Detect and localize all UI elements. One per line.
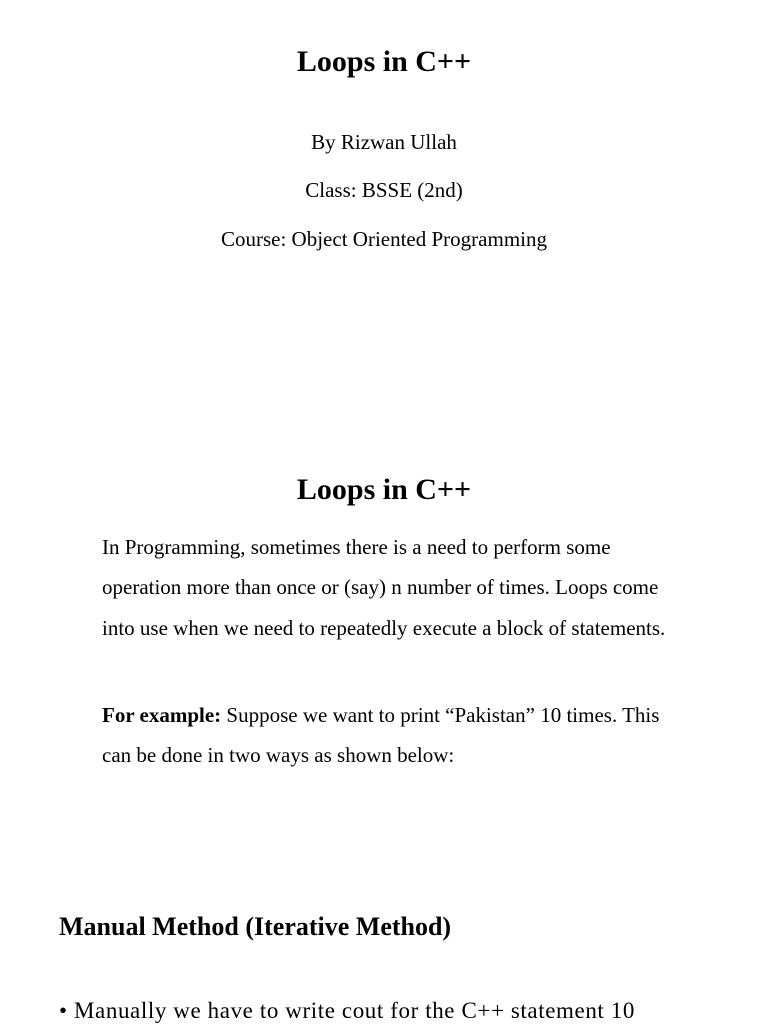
example-paragraph (102, 695, 682, 775)
example-label: For example: (102, 703, 222, 727)
example-text: Suppose we want to print “Pakistan” 10 times. This can be done in two ways as shown below: (102, 703, 660, 767)
cover-title: Loops in C++ (296, 45, 472, 78)
author-line: By Rizwan Ullah (311, 130, 457, 154)
bullet-icon: • (59, 998, 68, 1023)
list-item-text: Manually we have to write cout for the C++ statement 10 (74, 998, 635, 1023)
section-title: Loops in C++ (296, 473, 472, 506)
course-line: Course: Object Oriented Programming (220, 227, 547, 251)
intro-paragraph: In Programming, sometimes there is a need to perform some operation more than once or (say) n number of times. Loops come into use when we need to repeatedly execute a block of statements. (102, 535, 666, 640)
manual-method-heading: Manual Method (Iterative Method) (59, 912, 452, 941)
class-line: Class: BSSE (2nd) (305, 178, 463, 202)
list-item (59, 995, 635, 1027)
